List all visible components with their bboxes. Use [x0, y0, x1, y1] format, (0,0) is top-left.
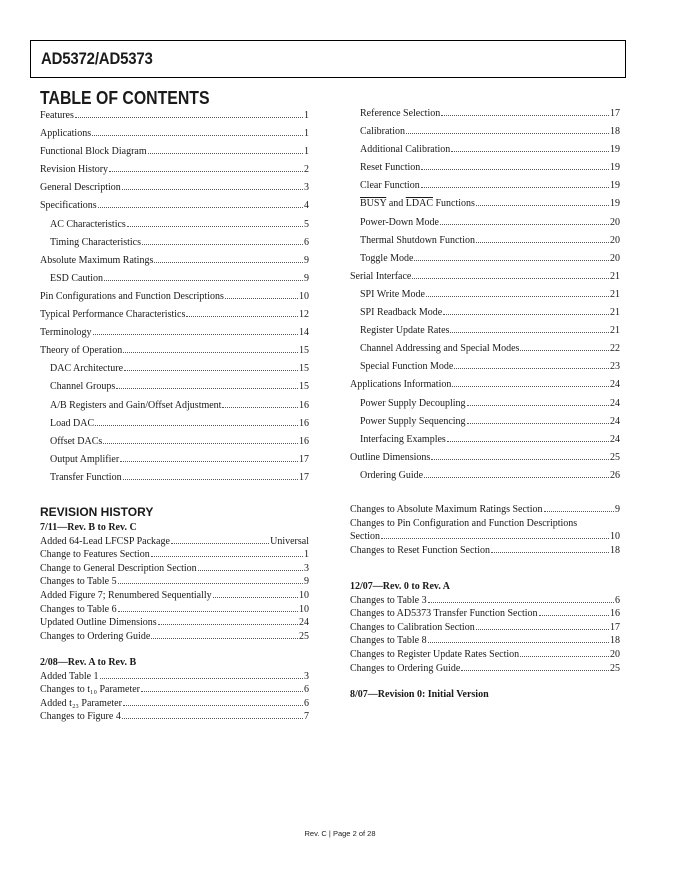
toc-entry[interactable] [40, 291, 309, 309]
dot-leader [93, 334, 298, 335]
dot-leader [406, 133, 609, 134]
header-box [30, 40, 626, 78]
toc-entry-page: 4 [304, 200, 309, 212]
toc-entry-page: 19 [610, 180, 620, 192]
revision-entry-page: 9 [304, 576, 309, 588]
toc-entry-label: Theory of Operation [40, 345, 123, 357]
toc-entry-label: Outline Dimensions [350, 451, 431, 463]
toc-entry-page: 24 [610, 433, 620, 445]
revision-entry [40, 603, 309, 617]
toc-entry-page: 17 [610, 108, 620, 119]
revision-entry-label: Changes to Ordering Guide [350, 662, 461, 674]
toc-entry-label: ESD Caution [50, 272, 104, 284]
rev-c-heading: 7/11—Rev. B to Rev. C [40, 522, 137, 533]
toc-entry[interactable] [350, 379, 620, 397]
toc-entry-page: 19 [610, 144, 620, 156]
dot-leader [158, 624, 298, 625]
toc-entry[interactable] [40, 327, 309, 345]
toc-entry[interactable] [40, 418, 309, 436]
dot-leader [414, 260, 609, 261]
dot-leader [476, 205, 609, 206]
dot-leader [109, 171, 303, 172]
toc-left-column [40, 110, 309, 490]
dot-leader [454, 368, 609, 369]
toc-entry-label: Revision History [40, 164, 109, 176]
revision-entry-page: 9 [615, 504, 620, 515]
toc-entry-page: 16 [299, 399, 309, 411]
toc-entry-page: 24 [610, 397, 620, 409]
toc-entry-label: DAC Architecture [50, 363, 124, 375]
revision-entry [40, 575, 309, 589]
dot-leader [428, 642, 609, 643]
revision-entry-label: Changes to Table 3 [350, 594, 427, 606]
revision-entry [350, 607, 620, 621]
dot-leader [452, 386, 609, 387]
toc-entry-label: A/B Registers and Gain/Offset Adjustment [50, 399, 222, 411]
toc-entry-label: SPI Write Mode [360, 288, 425, 300]
dot-leader [118, 583, 303, 584]
toc-entry[interactable] [350, 343, 620, 361]
toc-entry[interactable] [40, 146, 309, 164]
toc-entry-label: Absolute Maximum Ratings [40, 254, 154, 266]
dot-leader [151, 556, 303, 557]
dot-leader [122, 189, 303, 190]
dot-leader [441, 115, 609, 116]
revision-entry-label: Added Table 1 [40, 670, 99, 682]
toc-entry-page: 18 [610, 126, 620, 138]
toc-entry-page: 3 [304, 182, 309, 194]
toc-entry-label: Power-Down Mode [360, 216, 439, 228]
toc-entry-page: 23 [610, 361, 620, 373]
toc-entry-page: 21 [610, 325, 620, 337]
dot-leader [539, 615, 610, 616]
revision-entry [350, 621, 620, 635]
revision-entry-label: Changes to Ordering Guide [40, 630, 151, 642]
toc-entry[interactable] [40, 200, 309, 218]
page-footer: Rev. C | Page 2 of 28 [304, 829, 376, 838]
toc-entry-label: General Description [40, 182, 121, 194]
dot-leader [225, 298, 298, 299]
dot-leader [421, 187, 609, 188]
toc-entry-page: 21 [610, 307, 620, 319]
toc-entry-page: 21 [610, 270, 620, 282]
dot-leader [154, 262, 303, 263]
toc-entry[interactable] [40, 237, 309, 255]
toc-entry[interactable] [350, 325, 620, 343]
revision-entry-page: 20 [610, 648, 620, 660]
revision-entry-label: Section [350, 531, 380, 543]
toc-entry[interactable] [40, 436, 309, 454]
revision-entry-label: Changes to Table 5 [40, 576, 117, 588]
revision-entry [40, 630, 309, 644]
toc-entry-page: 20 [610, 252, 620, 264]
toc-entry[interactable] [40, 273, 309, 291]
dot-leader [520, 350, 609, 351]
dot-leader [476, 629, 609, 630]
toc-entry[interactable] [350, 271, 620, 289]
toc-entry[interactable] [350, 162, 620, 180]
revision-entry-page: 1 [304, 549, 309, 561]
revision-entry [40, 562, 309, 576]
revision-entry-label: Changes to Absolute Maximum Ratings Section [350, 504, 543, 515]
toc-entry[interactable] [350, 144, 620, 162]
toc-entry-label: Pin Configurations and Function Descriptions [40, 290, 224, 302]
toc-entry-page: 21 [610, 288, 620, 300]
toc-entry[interactable] [350, 235, 620, 253]
toc-entry-label: Reset Function [360, 162, 421, 174]
toc-entry-page: 9 [304, 272, 309, 284]
toc-entry[interactable] [40, 454, 309, 472]
rev-c-block [40, 521, 309, 643]
revision-entry [40, 683, 309, 697]
revision-entry-label: Changes to t₁₀ Parameter [40, 684, 140, 696]
revision-entry-label: Changes to Calibration Section [350, 621, 475, 633]
revision-entry-page: 10 [610, 531, 620, 543]
toc-entry-label: Terminology [40, 327, 92, 339]
toc-entry-page: 15 [299, 345, 309, 357]
toc-entry-label: Calibration [360, 126, 405, 138]
revision-entry [350, 634, 620, 648]
toc-entry[interactable] [40, 363, 309, 381]
revision-entry-page: 16 [610, 608, 620, 620]
toc-entry[interactable] [40, 219, 309, 237]
revision-entry [350, 544, 620, 558]
dot-leader [75, 117, 303, 118]
revision-entry-label: Change to Features Section [40, 549, 150, 561]
dot-leader [412, 278, 609, 279]
toc-entry-label: Special Function Mode [360, 361, 454, 373]
revision-entry [40, 697, 309, 711]
rev-a-heading: 12/07—Rev. 0 to Rev. A [350, 581, 450, 592]
revision-entry-label: Updated Outline Dimensions [40, 617, 157, 629]
toc-entry-label: Typical Performance Characteristics [40, 309, 186, 321]
revision-entry [350, 648, 620, 662]
toc-entry-label: Specifications [40, 200, 97, 212]
dot-leader [381, 538, 609, 539]
rev-0-heading: 8/07—Revision 0: Initial Version [350, 689, 489, 700]
dot-leader [116, 388, 298, 389]
toc-entry-page: 17 [299, 471, 309, 483]
toc-title: TABLE OF CONTENTS [40, 88, 210, 108]
dot-leader [148, 153, 303, 154]
revision-entry-page: 10 [299, 589, 309, 601]
dot-leader [426, 296, 609, 297]
revision-entry [40, 710, 309, 724]
toc-right-column [350, 108, 620, 488]
toc-entry-label: BUSY and LDAC Functions [360, 198, 475, 210]
dot-leader [98, 207, 303, 208]
revision-entry [40, 589, 309, 603]
toc-entry[interactable] [350, 398, 620, 416]
dot-leader [123, 479, 298, 480]
revision-entry-label: Changes to Table 6 [40, 603, 117, 615]
dot-leader [123, 705, 303, 706]
dot-leader [424, 477, 609, 478]
dot-leader [198, 570, 303, 571]
revision-entry [40, 548, 309, 562]
revision-entry-label: Added t₂₃ Parameter [40, 697, 122, 709]
rev-c-continued-block [350, 503, 620, 557]
toc-entry[interactable] [350, 180, 620, 198]
revision-entry-label: Added Figure 7; Renumbered Sequentially [40, 589, 212, 601]
dot-leader [171, 543, 269, 544]
dot-leader [127, 226, 303, 227]
revision-entry-label: Changes to Table 8 [350, 635, 427, 647]
toc-entry[interactable] [40, 255, 309, 273]
toc-entry[interactable] [40, 128, 309, 146]
revision-entry-label: Change to General Description Section [40, 562, 197, 574]
toc-entry-label: Transfer Function [50, 471, 122, 483]
toc-entry[interactable] [350, 416, 620, 434]
revision-entry-wrapped-line2 [350, 530, 620, 544]
toc-entry[interactable] [40, 381, 309, 399]
toc-entry-page: 16 [299, 435, 309, 447]
dot-leader [103, 443, 298, 444]
dot-leader [124, 370, 298, 371]
toc-entry-label: Applications [40, 128, 92, 140]
toc-entry-page: 9 [304, 254, 309, 266]
revision-entry-page: 3 [304, 670, 309, 682]
dot-leader [141, 691, 303, 692]
toc-entry-page: 1 [304, 146, 309, 158]
toc-entry-page: 6 [304, 236, 309, 248]
document-title: AD5372/AD5373 [41, 49, 153, 68]
toc-entry-page: 20 [610, 216, 620, 228]
toc-entry-page: 1 [304, 110, 309, 121]
revision-entry-wrapped-line1: Changes to Pin Configuration and Function Descriptions [350, 517, 578, 529]
revision-entry-label: Changes to Figure 4 [40, 711, 121, 723]
revision-entry-page: 3 [304, 562, 309, 574]
dot-leader [467, 405, 609, 406]
toc-entry[interactable] [40, 345, 309, 363]
dot-leader [100, 678, 303, 679]
revision-entry-page: 10 [299, 603, 309, 615]
rev-a-block [350, 580, 620, 675]
toc-entry-label: SPI Readback Mode [360, 307, 443, 319]
dot-leader [428, 602, 614, 603]
revision-entry-page: 18 [610, 635, 620, 647]
revision-entry-page: Universal [270, 535, 309, 547]
dot-leader [520, 656, 609, 657]
dot-leader [544, 511, 615, 512]
dot-leader [421, 169, 609, 170]
toc-entry-label: Interfacing Examples [360, 433, 446, 445]
toc-entry[interactable] [350, 253, 620, 271]
revision-entry [40, 670, 309, 684]
dot-leader [118, 611, 298, 612]
toc-entry-label: Load DAC [50, 417, 95, 429]
revision-entry [350, 662, 620, 676]
dot-leader [431, 459, 609, 460]
toc-entry[interactable] [40, 400, 309, 418]
toc-entry-label: Offset DACs [50, 435, 103, 447]
revision-entry [350, 503, 620, 517]
toc-entry[interactable] [350, 452, 620, 470]
toc-entry[interactable] [350, 108, 620, 126]
revision-entry-label: Changes to Reset Function Section [350, 544, 490, 556]
toc-entry-label: Ordering Guide [360, 469, 424, 481]
toc-entry-label: Serial Interface [350, 270, 412, 282]
toc-entry-label: Channel Addressing and Special Modes [360, 343, 520, 355]
toc-entry-label: Toggle Mode [360, 252, 414, 264]
revision-entry-label: Changes to AD5373 Transfer Function Section [350, 608, 538, 620]
revision-history-heading: REVISION HISTORY [40, 505, 154, 519]
dot-leader [122, 718, 303, 719]
toc-entry-page: 16 [299, 417, 309, 429]
toc-entry[interactable] [350, 307, 620, 325]
toc-entry[interactable] [350, 289, 620, 307]
toc-entry-page: 15 [299, 363, 309, 375]
toc-entry-label: Timing Characteristics [50, 236, 142, 248]
dot-leader [213, 597, 298, 598]
dot-leader [491, 552, 609, 553]
revision-entry-page: 18 [610, 544, 620, 556]
revision-entry [40, 616, 309, 630]
dot-leader [92, 135, 303, 136]
toc-entry-page: 22 [610, 343, 620, 355]
toc-entry-page: 19 [610, 162, 620, 174]
dot-leader [461, 670, 609, 671]
dot-leader [450, 332, 609, 333]
toc-entry-page: 24 [610, 379, 620, 391]
revision-entry [40, 535, 309, 549]
toc-entry-label: Additional Calibration [360, 144, 451, 156]
dot-leader [142, 244, 303, 245]
rev-0-block [350, 688, 620, 702]
toc-entry-label: Power Supply Decoupling [360, 397, 466, 409]
dot-leader [443, 314, 609, 315]
toc-entry[interactable] [350, 217, 620, 235]
toc-entry-label: Clear Function [360, 180, 420, 192]
dot-leader [222, 407, 298, 408]
toc-entry[interactable] [350, 198, 620, 216]
dot-leader [467, 423, 609, 424]
toc-entry-page: 10 [299, 290, 309, 302]
dot-leader [123, 352, 298, 353]
revision-entry-page: 24 [299, 617, 309, 629]
toc-entry[interactable] [40, 472, 309, 490]
revision-entry-label: Added 64-Lead LFCSP Package [40, 535, 170, 547]
toc-entry-label: Features [40, 110, 74, 121]
revision-entry-page: 17 [610, 621, 620, 633]
dot-leader [104, 280, 303, 281]
toc-entry[interactable] [40, 182, 309, 200]
toc-entry-page: 5 [304, 218, 309, 230]
toc-entry[interactable] [40, 164, 309, 182]
revision-entry-page: 7 [304, 711, 309, 723]
toc-entry[interactable] [350, 126, 620, 144]
toc-entry-page: 24 [610, 415, 620, 427]
toc-entry-label: Power Supply Sequencing [360, 415, 466, 427]
toc-entry-page: 2 [304, 164, 309, 176]
toc-entry-page: 26 [610, 469, 620, 481]
rev-b-heading: 2/08—Rev. A to Rev. B [40, 657, 137, 668]
dot-leader [151, 638, 298, 639]
revision-entry-label: Changes to Register Update Rates Section [350, 648, 520, 660]
toc-entry-label: Thermal Shutdown Function [360, 234, 475, 246]
rev-b-block [40, 656, 309, 724]
toc-entry-label: Functional Block Diagram [40, 146, 147, 158]
revision-entry-page: 6 [304, 697, 309, 709]
dot-leader [451, 151, 609, 152]
revision-entry-page: 25 [299, 630, 309, 642]
revision-entry-page: 6 [304, 684, 309, 696]
toc-entry-page: 14 [299, 327, 309, 339]
toc-entry[interactable] [40, 110, 309, 128]
dot-leader [476, 242, 609, 243]
toc-entry-label: Reference Selection [360, 108, 441, 119]
revision-entry-page: 6 [615, 594, 620, 606]
toc-entry-label: Register Update Rates [360, 325, 450, 337]
dot-leader [120, 461, 298, 462]
toc-entry-label: AC Characteristics [50, 218, 126, 230]
toc-entry-label: Channel Groups [50, 381, 116, 393]
toc-entry-label: Output Amplifier [50, 453, 120, 465]
revision-entry-page: 25 [610, 662, 620, 674]
dot-leader [186, 316, 298, 317]
toc-entry[interactable] [350, 470, 620, 488]
toc-entry[interactable] [40, 309, 309, 327]
toc-entry-page: 25 [610, 451, 620, 463]
toc-entry-page: 20 [610, 234, 620, 246]
dot-leader [440, 224, 609, 225]
toc-entry-page: 12 [299, 309, 309, 321]
dot-leader [95, 425, 298, 426]
toc-entry[interactable] [350, 434, 620, 452]
toc-entry-page: 15 [299, 381, 309, 393]
toc-entry-page: 17 [299, 453, 309, 465]
toc-entry-page: 19 [610, 198, 620, 210]
revision-entry [350, 594, 620, 608]
toc-entry-page: 1 [304, 128, 309, 140]
toc-entry-label: Applications Information [350, 379, 452, 391]
dot-leader [447, 441, 609, 442]
toc-entry[interactable] [350, 361, 620, 379]
